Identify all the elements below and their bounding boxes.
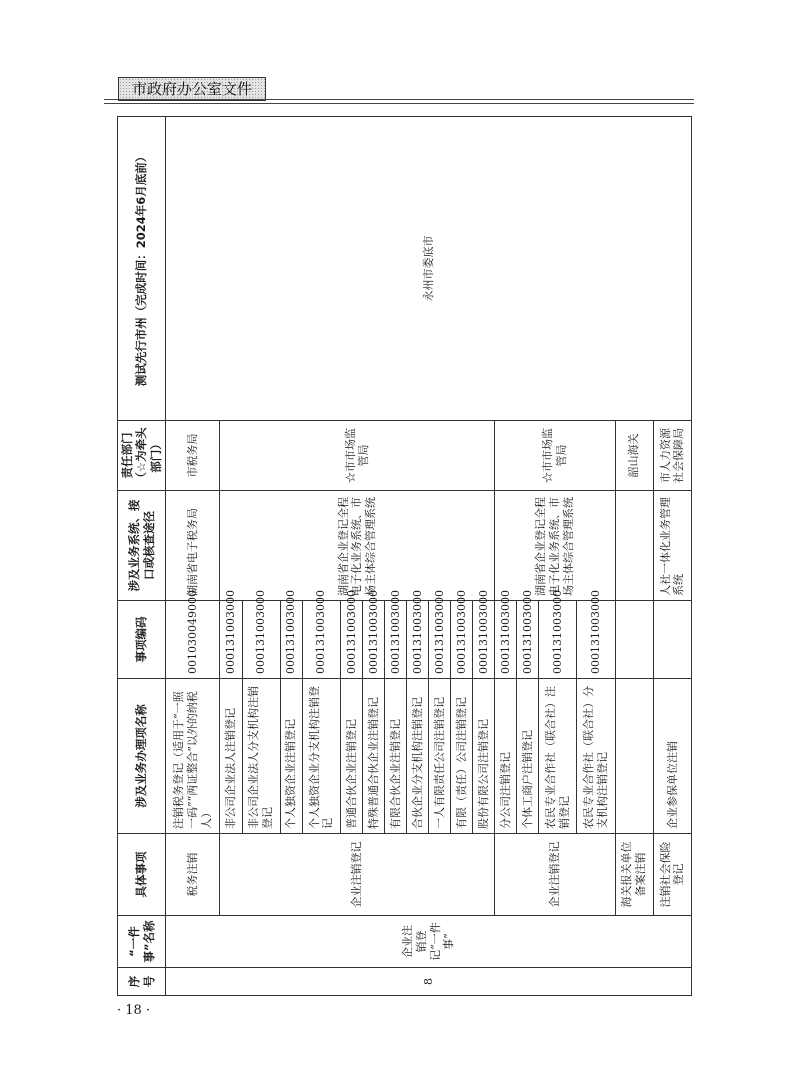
header-code: 事项编码 <box>118 601 166 679</box>
cell-business: 普通合伙企业注销登记 <box>340 679 362 834</box>
cell-code: 000131003000 <box>495 601 517 679</box>
cell-code: 000131003000 <box>242 601 280 679</box>
cell-code: 000131003000 <box>517 601 539 679</box>
cell-dept: ☆市市场监管局 <box>220 421 495 491</box>
cell-code: 000131003000 <box>577 601 615 679</box>
cell-system: 湖南省企业登记全程电子化业务系统、市场主体综合管理系统 <box>220 491 495 601</box>
event-table <box>117 116 692 996</box>
cell-code: 000131003000 <box>362 601 384 679</box>
cell-system <box>615 491 653 601</box>
header-item: 具体事项 <box>118 834 166 916</box>
document-header-title: 市政府办公室文件 <box>131 80 252 98</box>
cell-code: 001030049000 <box>166 601 220 679</box>
cell-item: 税务注销 <box>166 834 220 916</box>
cell-business: 个人独资企业注销登记 <box>280 679 302 834</box>
cell-event: 企业注销登记“一件事” <box>166 916 692 968</box>
header-rule-bottom <box>104 103 694 104</box>
table-row <box>166 117 220 996</box>
cell-business: 非公司企业法人分支机构注销登记 <box>242 679 280 834</box>
header-rule-top <box>104 99 694 100</box>
cell-system: 湖南省电子税务局 <box>166 491 220 601</box>
cell-code: 000131003000 <box>340 601 362 679</box>
cell-business: 个体工商户注销登记 <box>517 679 539 834</box>
header-seq: 序号 <box>118 968 166 996</box>
rotated-table-region <box>117 116 692 996</box>
cell-code: 000131003000 <box>220 601 242 679</box>
cell-code <box>615 601 653 679</box>
cell-pilot: 永州市娄底市 <box>166 117 692 421</box>
cell-system: 人社一体化业务管理系统 <box>653 491 691 601</box>
page-number: · 18 · <box>117 1003 151 1018</box>
cell-item: 注销社会保险登记 <box>653 834 691 916</box>
cell-dept: 市税务局 <box>166 421 220 491</box>
document-header-tag <box>118 77 266 101</box>
cell-business: 特殊普通合伙企业注销登记 <box>362 679 384 834</box>
cell-business: 农民专业合作社（联合社）分支机构注销登记 <box>577 679 615 834</box>
table-header-row <box>118 117 166 996</box>
cell-business: 个人独资企业分支机构注销登记 <box>302 679 340 834</box>
cell-code: 000131003000 <box>407 601 429 679</box>
cell-dept: 韶山海关 <box>615 421 653 491</box>
cell-business: 合伙企业分支机构注销登记 <box>407 679 429 834</box>
cell-system: 湖南省企业登记全程电子化业务系统、市场主体综合管理系统 <box>495 491 615 601</box>
cell-business <box>615 679 653 834</box>
cell-code: 000131003000 <box>280 601 302 679</box>
cell-code: 000131003000 <box>473 601 495 679</box>
cell-business: 注销税务登记（适用于“一照一码”“两证整合”以外的纳税人） <box>166 679 220 834</box>
cell-item: 企业注销登记 <box>220 834 495 916</box>
cell-business: 非公司企业法人注销登记 <box>220 679 242 834</box>
header-system: 涉及业务系统、接口或核查途径 <box>118 491 166 601</box>
header-pilot: 测试先行市州（完成时间：2024年6月底前） <box>118 117 166 421</box>
cell-code: 000131003000 <box>451 601 473 679</box>
cell-business: 分公司注销登记 <box>495 679 517 834</box>
header-event: “一件事”名称 <box>118 916 166 968</box>
header-business: 涉及业务办理项名称 <box>118 679 166 834</box>
cell-dept: 市人力资源社会保障局 <box>653 421 691 491</box>
cell-business: 一人有限责任公司注销登记 <box>429 679 451 834</box>
cell-code: 000131003000 <box>384 601 406 679</box>
cell-item: 海关报关单位备案注销 <box>615 834 653 916</box>
cell-code: 000131003000 <box>302 601 340 679</box>
cell-code: 000131003000 <box>429 601 451 679</box>
cell-code: 000131003000 <box>539 601 577 679</box>
cell-item: 企业注销登记 <box>495 834 615 916</box>
cell-seq: 8 <box>166 968 692 996</box>
cell-business: 有限合伙企业注销登记 <box>384 679 406 834</box>
cell-dept: ☆市市场监管局 <box>495 421 615 491</box>
header-dept: 责任部门（☆为牵头部门） <box>118 421 166 491</box>
cell-business: 股份有限公司注销登记 <box>473 679 495 834</box>
cell-business: 企业参保单位注销 <box>653 679 691 834</box>
cell-business: 农民专业合作社（联合社）注销登记 <box>539 679 577 834</box>
cell-business: 有限（责任）公司注销登记 <box>451 679 473 834</box>
cell-code <box>653 601 691 679</box>
